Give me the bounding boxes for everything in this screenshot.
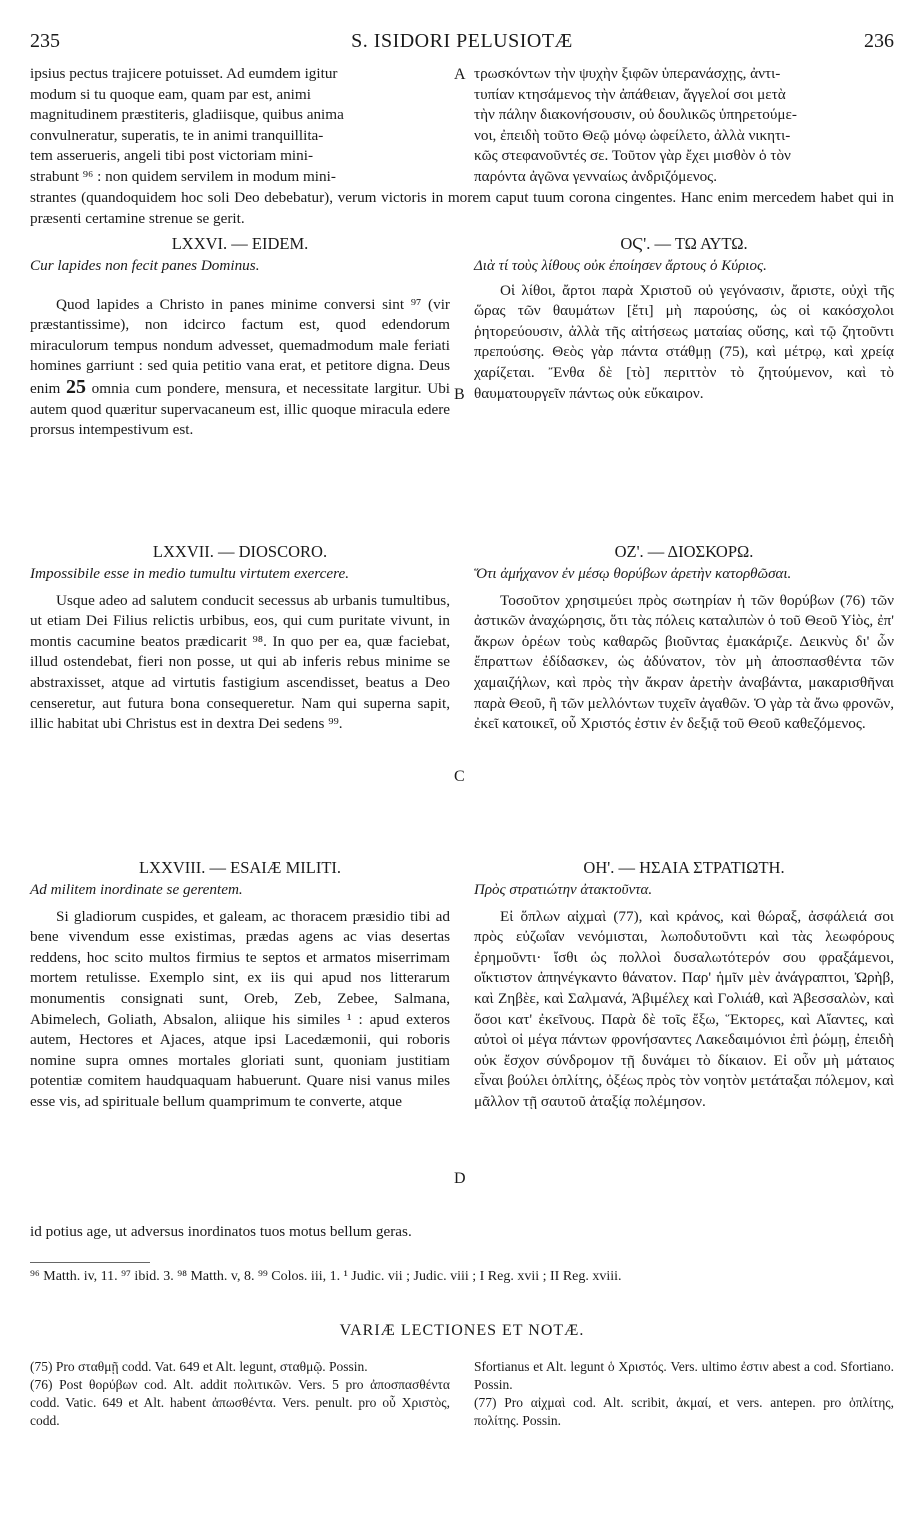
page-number-left: 235 (30, 30, 60, 52)
column-number: 25 (66, 375, 87, 398)
note-item: Sfortianus et Alt. legunt ὁ Χριστός. Vers. ultimo ἐστιν abest a cod. Sfortiano. Possin. (474, 1359, 894, 1392)
latin-line: modum si tu quoque eam, quam par est, animi (30, 85, 311, 103)
body-text: omnia cum pondere, mensura, et necessitate largitur. Ubi autem quod quæritur supervacaneum est, illic quoque miracula edere prorsus intempestivum est. (30, 379, 451, 439)
section-body: Si gladiorum cuspides, et galeam, ac thoracem præsidio tibi ad bene vivendum esse existimas, prædas agens ac vias desertas reddens, hoc scito multos firmius te septos et armatos miserrimam mortem retulisse. Exemplo sint, ex iis qui apud nos litterarum monumentis consignati sunt, Oreb, Zeb, Zebee, Salmana, Abimelech, Goliath, Absalon, aliique his similes ¹ : apud exteros autem, Hectores et Ajaces, atque ipsi Lacedæmonii, qui roboris nomine supra omnes mortales gloriati sunt, quoniam justitiam potentiæ comitem haudquaquam habuerunt. Quare nisi vanus miles esse vis, ad spirituale bellum quamprimum te converte, atque (30, 907, 450, 1110)
notes-left-column (30, 1358, 450, 1430)
margin-mark-c: C (454, 768, 465, 785)
section-body: Οἱ λίθοι, ἄρτοι παρὰ Χριστοῦ οὐ γεγόνασιν, ἄριστε, οὐχὶ τῆς ὥρας τῶν θαυμάτων [ἔτι] μὴ παρούσης, ὡς οἱ κακόσχολοι ῥητορεύουσιν, ἀλλὰ τῆς αἰτήσεως ματαίας οὔσης, καὶ τῷ ζητοῦντι πρεπούσης. Θεὸς γὰρ πάντα στάθμῃ (75), καὶ μέτρῳ, καὶ χρείᾳ χαρίζεται. Ἔνθα δὲ [τὸ] περιττὸν τὸ ζητούμενον, καὶ τὸ θαυματουργεῖν πάντως οὐκ εὔκαιρον. (474, 281, 894, 402)
closing-fullwidth-text: id potius age, ut adversus inordinatos tuos motus bellum geras. (30, 1223, 412, 1240)
footnotes: ⁹⁶ Matth. iv, 11. ⁹⁷ ibid. 3. ⁹⁸ Matth. v, 8. ⁹⁹ Colos. iii, 1. ¹ Judic. vii ; Judic. viii ; I Reg. xvii ; II Reg. xviii. (30, 1269, 622, 1284)
section-78-greek (474, 856, 894, 1113)
body-text: Quod lapides a Christo in panes minime conversi sint ⁹⁷ (vir præstantissime), non idcirco factum est, quod edendorum miraculorum tempus nondum advesset, quemadmodum male feriati homines garriunt : sed quia petitio vana erat, et petitore digna. Deus enim (30, 295, 450, 397)
section-title: ΟϚ'. — ΤΩ ΑΥΤΩ. (620, 234, 748, 253)
section-body: Εἰ ὅπλων αἰχμαὶ (77), καὶ κράνος, καὶ θώραξ, ἀσφάλειά σοι πρὸς εὐζωΐαν νενόμισται, λωποδυτοῦντι καὶ τὰς λεωφόρους ἐρημοῦντι· ἴσθι ὡς πολλοὶ δυσαλωτότερόν σου φραξάμενοι, οἴκτιστον ἀπηνέγκαντο θάνατον. Παρ' ἡμῖν μὲν ἀνάγραπτοι, Ὠρὴβ, καὶ Ζηβὲε, καὶ Σαλμανά, Ἀβιμέλεχ καὶ Γολιάθ, καὶ Ἀβεσσαλὼν, καὶ ὅσοι κατ' ἐκεῖνους. Παρὰ δὲ τοῖς ἔξω, Ἕκτορες, καὶ Αἴαντες, καὶ αὐτοὶ οἱ μέγα πάντων φρονήσαντες Λακεδαιμόνιοι ἐπὶ ῥώμῃ, ἐπειδὴ οὐκ ἔσχον σύνδρομον τῇ δυνάμει τὸ δίκαιον. Εἰ οὖν μὴ μάταιος εἶναι βούλει ὁπλίτης, ὀξέως πρὸς τὸν νοητὸν μετάταξαι πόλεμον, καὶ μᾶλλον τῇ σαυτοῦ ἀταξίᾳ πολέμησον. (474, 907, 894, 1110)
latin-line: strabunt ⁹⁶ : non quidem servilem in modum mini- (30, 167, 336, 185)
note-item: (76) Post θορύβων cod. Alt. addit πολιτικῶν. Vers. 5 pro ἀποσπασθέντα codd. Vatic. 649 et Alt. habent ἀπωσθέντα. Vers. penult. pro οὗ Χριστὸς, codd. (30, 1377, 450, 1428)
section-76-latin (30, 232, 450, 441)
footnote-rule (30, 1262, 150, 1263)
margin-mark-a: A (454, 66, 466, 83)
latin-line: tem asserueris, angeli tibi post victoriam mini- (30, 147, 314, 165)
latin-intro (30, 64, 450, 188)
section-body (30, 295, 450, 441)
notes-heading: VARIÆ LECTIONES ET NOTÆ. (339, 1322, 585, 1339)
note-item: (77) Pro αἰχμαὶ cod. Alt. scribit, ἀκμαί, et vers. antepen. pro ὁπλίτης, πολίτης. Possin. (474, 1395, 894, 1428)
section-subtitle: Ad militem inordinate se gerentem. (30, 881, 243, 898)
section-77-greek (474, 540, 894, 735)
margin-mark-d: D (454, 1170, 466, 1187)
latin-line: convulneratur, superatis, te in animi tranquillita- (30, 126, 324, 144)
greek-line: τυπίαν κτησάμενος τὴν ἀπάθειαν, ἄγγελοί σοι μετὰ (474, 85, 786, 103)
latin-line: magnitudinem præstiteris, gladiisque, quibus anima (30, 106, 344, 124)
section-subtitle: Impossibile esse in medio tumultu virtutem exercere. (30, 565, 349, 582)
running-title: S. ISIDORI PELUSIOTÆ (351, 30, 573, 52)
section-76-greek (474, 232, 894, 404)
section-title: ΟΖ'. — ΔΙΟΣΚΟΡΩ. (614, 542, 754, 561)
section-77-latin (30, 540, 450, 735)
greek-intro (474, 64, 894, 188)
intro-fullwidth-text: strantes (quandoquidem hoc soli Deo debebatur), verum victoris in morem caput tuum corona cingentes. Hanc enim mercedem habet qui in præsenti certamine strenue se gerit. (30, 189, 894, 227)
notes-right-column (474, 1358, 894, 1430)
running-header (30, 30, 894, 58)
section-title: LXXVI. — EIDEM. (171, 234, 309, 253)
greek-line: κῶς στεφανοῦντές σε. Τοῦτον γὰρ ἔχει μισθὸν ὁ τὸν (474, 147, 791, 165)
margin-mark-b: B (454, 386, 465, 403)
section-body: Τοσοῦτον χρησιμεύει πρὸς σωτηρίαν ἡ τῶν θορύβων (76) τῶν ἀστικῶν ἀναχώρησις, ὅτι τὰς πόλεις καταλιπὼν ὁ τοῦ Θεοῦ Υἱὸς, ἐπ' ἄκρων ὀρέων τοὺς καθαρῶς βιοῦντας ἐμακάριζε. Δεικνὺς δι' ὧν ἔπραττων ἐδίδασκεν, ὡς ἀδύνατον, τὸν μὴ ἀποσπασθέντα τῶν χαμαιζήλων, καὶ πρὸς τὴν ἄκραν ἀρετὴν ἀναβάντα, μακαρισθῆναι παρὰ Θεοῦ, ἢ τῶν μελλόντων τυχεῖν ἀγαθῶν. Ὁ γὰρ τὰ ἄνω φρονῶν, ἐκεῖ κατοικεῖ, οὗ Χριστός ἐστιν ἐν δεξιᾷ τοῦ Θεοῦ καθεζόμενος. (474, 591, 894, 733)
section-subtitle: Πρὸς στρατιώτην ἀτακτοῦντα. (474, 882, 653, 898)
greek-line: τὴν πάλην διακονήσουσιν, οὐ δουλικῶς ὑπηρετούμε- (474, 106, 797, 124)
section-title: LXXVII. — DIOSCORO. (152, 542, 328, 561)
note-item: (75) Pro σταθμῇ codd. Vat. 649 et Alt. legunt, σταθμῷ. Possin. (30, 1359, 368, 1374)
greek-line: νοι, ἐπειδὴ τοῦτο Θεῷ μόνῳ ὠφείλετο, ἀλλὰ νικητι- (474, 126, 791, 144)
section-78-latin (30, 856, 450, 1113)
latin-line: ipsius pectus trajicere potuisset. Ad eumdem igitur (30, 65, 338, 82)
greek-line: παρόντα ἀγῶνα γενναίως ἀνδριζόμενος. (474, 167, 717, 185)
section-subtitle: Διὰ τί τοὺς λίθους οὐκ ἐποίησεν ἄρτους ὁ Κύριος. (474, 258, 767, 274)
section-subtitle: Ὅτι ἀμήχανον ἐν μέσῳ θορύβων ἀρετὴν κατορθῶσαι. (474, 566, 792, 582)
section-title: ΟΗ'. — ΗΣΑΙΑ ΣΤΡΑΤΙΩΤΗ. (583, 858, 785, 877)
section-body: Usque adeo ad salutem conducit secessus ab urbanis tumultibus, ut etiam Dei Filius relictis urbibus, eos, qui cum puritate vivunt, in montis cacumine beatos prædicarit ⁹⁸. In quo per ea, quæ faciebat, illud ostendebat, fieri non posse, ut qui ab inferis rebus minime se abstraxisset, atque ad virtutis fastigium ascendisset, beatus a Deo censeretur, aut futura bona consequeretur. Nam qui superna sapit, illic habitat ubi Christus est in dextra Dei sedens ⁹⁹. (30, 591, 450, 733)
page-number-right: 236 (864, 30, 894, 52)
section-title: LXXVIII. — ESAIÆ MILITI. (138, 858, 342, 877)
greek-line: τρωσκόντων τὴν ψυχὴν ξιφῶν ὑπερανάσχῃς, ἀντι- (474, 65, 781, 82)
section-subtitle: Cur lapides non fecit panes Dominus. (30, 257, 260, 274)
